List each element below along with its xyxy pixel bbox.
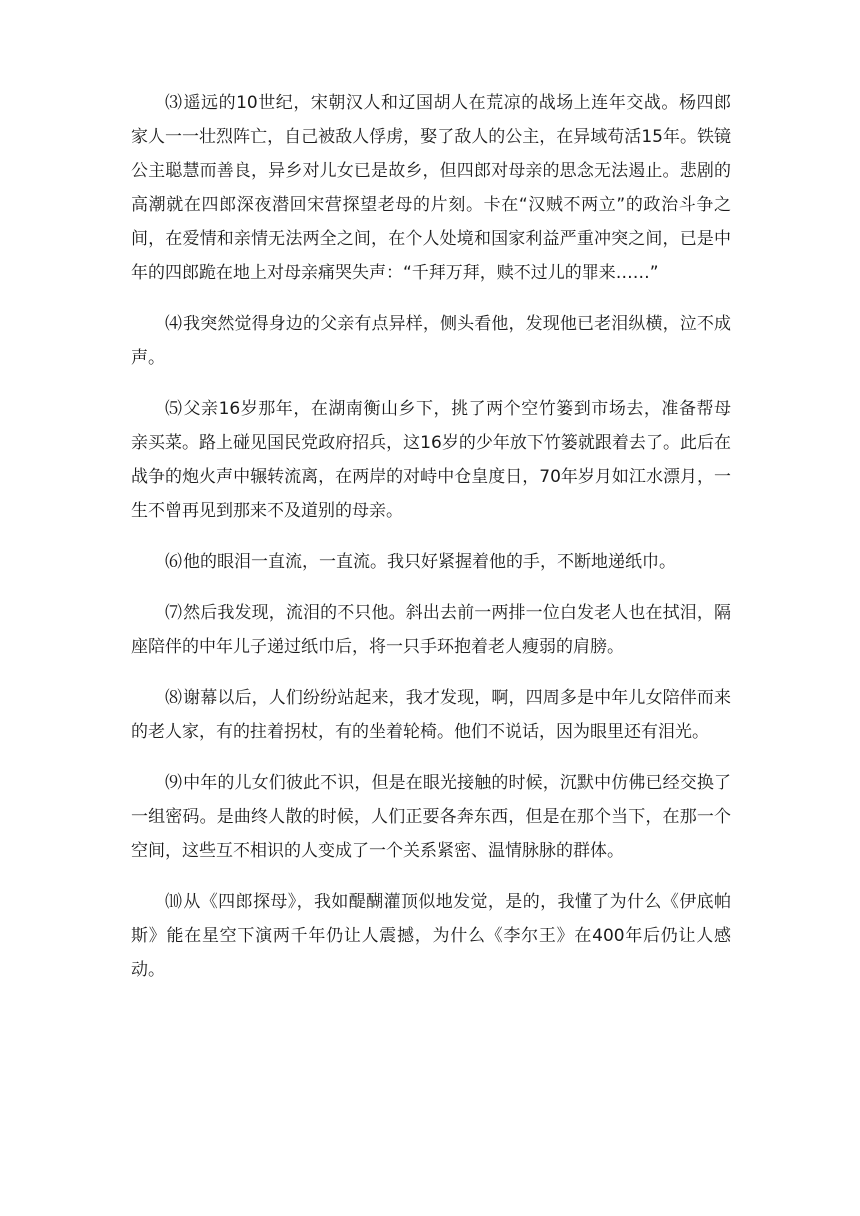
- paragraph-text: 然后我发现，流泪的不只他。斜出去前一两排一位白发老人也在拭泪，隔座陪伴的中年儿子递过纸巾后，将一只手环抱着老人瘦弱的肩膀。: [131, 603, 731, 657]
- paragraph-text: 谢幕以后，人们纷纷站起来，我才发现，啊，四周多是中年儿女陪伴而来的老人家，有的拄着拐杖，有的坐着轮椅。他们不说话，因为眼里还有泪光。: [131, 688, 731, 742]
- paragraph-text: 中年的儿女们彼此不识，但是在眼光接触的时候，沉默中仿佛已经交换了一组密码。是曲终人散的时候，人们正要各奔东西，但是在那个当下，在那一个空间，这些互不相识的人变成了一个关系紧密、温情脉脉的群体。: [131, 773, 731, 861]
- paragraph-number: ⑺: [165, 603, 183, 623]
- paragraph-4: [131, 307, 731, 375]
- document-page: [131, 86, 731, 1004]
- paragraph-number: ⑶: [165, 93, 183, 113]
- paragraph-text: 我突然觉得身边的父亲有点异样，侧头看他，发现他已老泪纵横，泣不成声。: [131, 314, 731, 368]
- paragraph-text: 他的眼泪一直流，一直流。我只好紧握着他的手，不断地递纸巾。: [183, 552, 676, 572]
- paragraph-number: ⑷: [165, 314, 183, 334]
- paragraph-6: [131, 545, 731, 579]
- paragraph-text: 遥远的10世纪，宋朝汉人和辽国胡人在荒凉的战场上连年交战。杨四郎家人一一壮烈阵亡，自己被敌人俘虏，娶了敌人的公主，在异域苟活15年。铁镜公主聪慧而善良，异乡对儿女已是故乡，但四郎对母亲的思念无法遏止。悲剧的高潮就在四郎深夜潜回宋营探望老母的片刻。卡在“汉贼不两立”的政治斗争之间，在爱情和亲情无法两全之间，在个人处境和国家利益严重冲突之间，已是中年的四郎跪在地上对母亲痛哭失声：“千拜万拜，赎不过儿的罪来……”: [131, 93, 731, 283]
- paragraph-number: ⑼: [165, 773, 183, 793]
- paragraph-9: [131, 766, 731, 868]
- paragraph-number: ⑸: [165, 399, 183, 419]
- paragraph-number: ⑽: [165, 892, 183, 912]
- paragraph-text: 从《四郎探母》，我如醍醐灌顶似地发觉，是的，我懂了为什么《伊底帕斯》能在星空下演两千年仍让人震撼，为什么《李尔王》在400年后仍让人感动。: [131, 892, 731, 980]
- paragraph-number: ⑻: [165, 688, 183, 708]
- paragraph-7: [131, 596, 731, 664]
- paragraph-3: [131, 86, 731, 290]
- paragraph-text: 父亲16岁那年，在湖南衡山乡下，挑了两个空竹篓到市场去，准备帮母亲买菜。路上碰见国民党政府招兵，这16岁的少年放下竹篓就跟着去了。此后在战争的炮火声中辗转流离，在两岸的对峙中仓皇度日，70年岁月如江水漂月，一生不曾再见到那来不及道别的母亲。: [131, 399, 731, 521]
- paragraph-8: [131, 681, 731, 749]
- paragraph-5: [131, 392, 731, 528]
- paragraph-10: [131, 885, 731, 987]
- paragraph-number: ⑹: [165, 552, 182, 572]
